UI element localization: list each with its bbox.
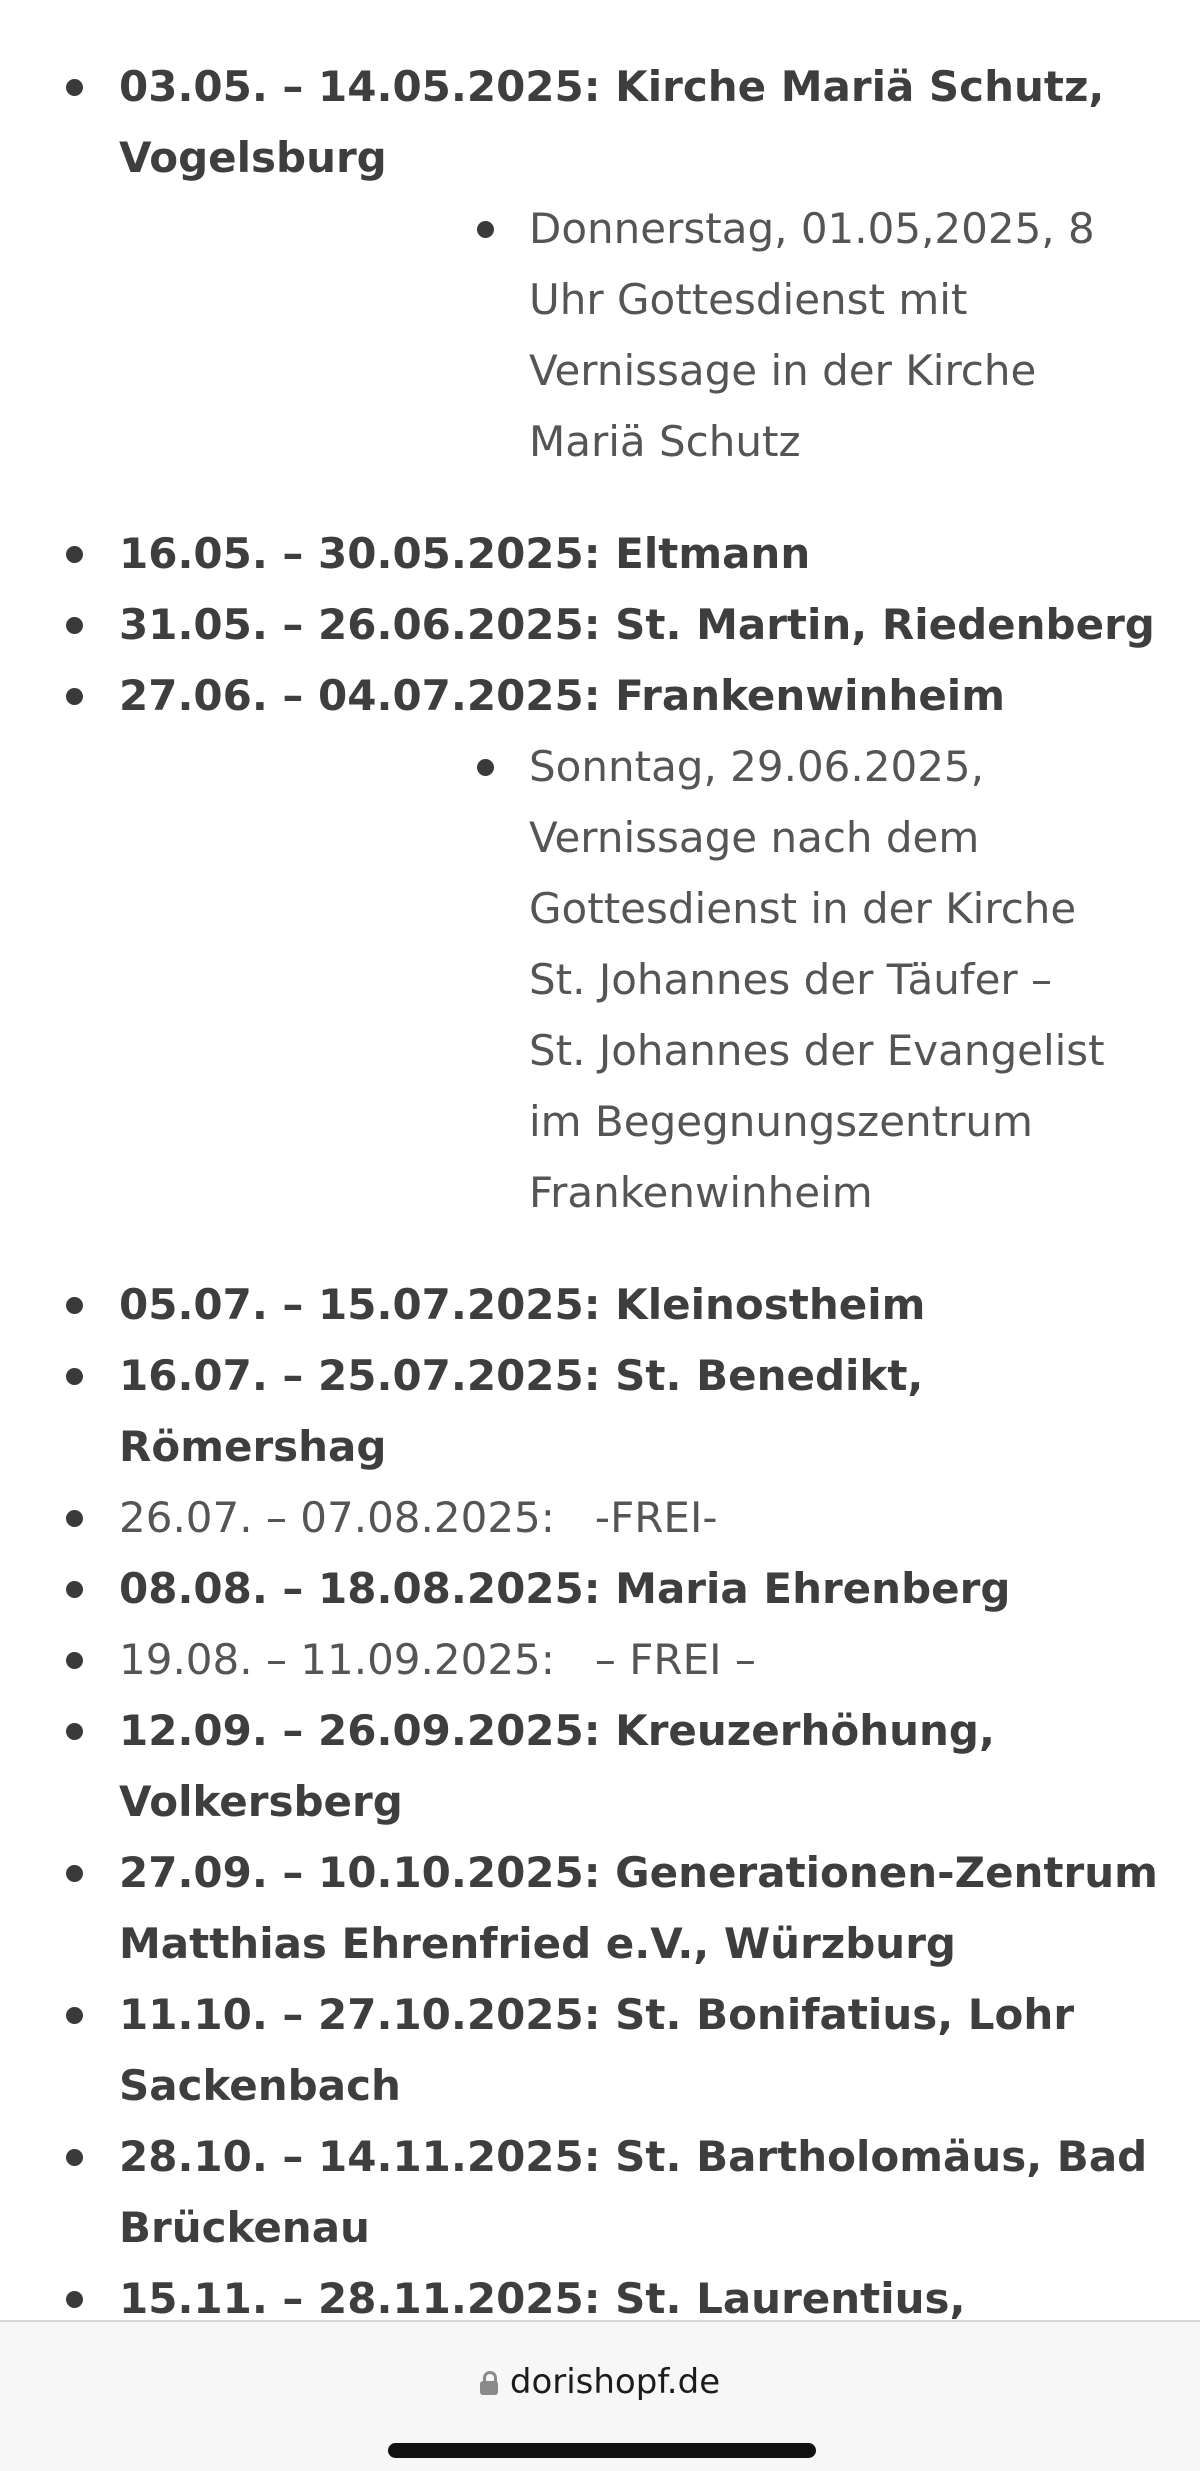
list-item-text: 12.09. – 26.09.2025: Kreuzerhöhung, Volkersberg: [119, 1706, 995, 1826]
sub-list-item-text: Donnerstag, 01.05,2025, 8 Uhr Gottesdienst mit Vernissage in der Kirche Mariä Schutz: [529, 204, 1095, 466]
list-item-text: 31.05. – 26.06.2025: St. Martin, Riedenberg: [119, 600, 1155, 649]
list-item-text: 11.10. – 27.10.2025: St. Bonifatius, Lohr Sackenbach: [119, 1990, 1075, 2110]
list-item: [0, 1553, 1200, 1624]
bullet-icon: [66, 1723, 83, 1740]
sub-list-item: [119, 731, 1160, 1228]
bullet-icon: [66, 79, 83, 96]
bullet-icon: [66, 1510, 83, 1527]
list-item-text: 08.08. – 18.08.2025: Maria Ehrenberg: [119, 1564, 1011, 1613]
bullet-icon: [66, 1368, 83, 1385]
list-item: [0, 1695, 1200, 1837]
list-item: [0, 518, 1200, 589]
home-indicator[interactable]: [388, 2443, 816, 2458]
list-item: [0, 660, 1200, 1269]
bullet-icon: [66, 2149, 83, 2166]
list-item-text: 15.11. – 28.11.2025: St. Laurentius,: [119, 2274, 966, 2320]
list-item: [0, 1269, 1200, 1340]
list-item: [0, 1979, 1200, 2121]
list-item: [0, 2121, 1200, 2263]
list-item-text: 16.07. – 25.07.2025: St. Benedikt, Römershag: [119, 1351, 924, 1471]
bullet-icon: [66, 1865, 83, 1882]
bullet-icon: [66, 2007, 83, 2024]
list-item-text: 05.07. – 15.07.2025: Kleinostheim: [119, 1280, 926, 1329]
list-item-date: 26.07. – 07.08.2025:: [119, 1493, 555, 1542]
list-item: [0, 51, 1200, 518]
list-item-free: [0, 1624, 1200, 1695]
list-item-free: [0, 1482, 1200, 1553]
list-item: [0, 2263, 1200, 2320]
list-item: [0, 1340, 1200, 1482]
list-item-text: 27.06. – 04.07.2025: Frankenwinheim: [119, 671, 1005, 720]
bullet-icon: [66, 546, 83, 563]
list-item-text: 16.05. – 30.05.2025: Eltmann: [119, 529, 811, 578]
list-item-text: 03.05. – 14.05.2025: Kirche Mariä Schutz, Vogelsburg: [119, 62, 1105, 182]
bullet-icon: [66, 617, 83, 634]
bullet-icon: [66, 1652, 83, 1669]
list-item-text: 28.10. – 14.11.2025: St. Bartholomäus, Bad Brückenau: [119, 2132, 1148, 2252]
lock-icon: [480, 2371, 498, 2395]
sub-list-item: [119, 193, 1160, 477]
list-item-text: 27.09. – 10.10.2025: Generationen-Zentrum Matthias Ehrenfried e.V., Würzburg: [119, 1848, 1158, 1968]
bullet-icon: [66, 2291, 83, 2308]
bullet-icon: [66, 1297, 83, 1314]
bullet-icon: [66, 1581, 83, 1598]
bullet-icon: [66, 688, 83, 705]
sub-list-item-text: Sonntag, 29.06.2025, Vernissage nach dem Gottesdienst in der Kirche St. Johannes der Täufer – St. Johannes der Evangelist im Begegnungszentrum Frankenwinheim: [529, 742, 1105, 1217]
list-item: [0, 1837, 1200, 1979]
bullet-icon: [477, 759, 494, 776]
sub-list: [119, 731, 1160, 1269]
list-item-status: – FREI –: [594, 1635, 756, 1684]
url-display[interactable]: [0, 2360, 1200, 2404]
bullet-icon: [477, 221, 494, 238]
list-item-date: 19.08. – 11.09.2025:: [119, 1635, 555, 1684]
url-text: dorishopf.de: [509, 2362, 721, 2402]
list-item: [0, 589, 1200, 660]
browser-address-bar: [0, 2320, 1200, 2471]
list-item-status: -FREI-: [594, 1493, 718, 1542]
sub-list: [119, 193, 1160, 518]
